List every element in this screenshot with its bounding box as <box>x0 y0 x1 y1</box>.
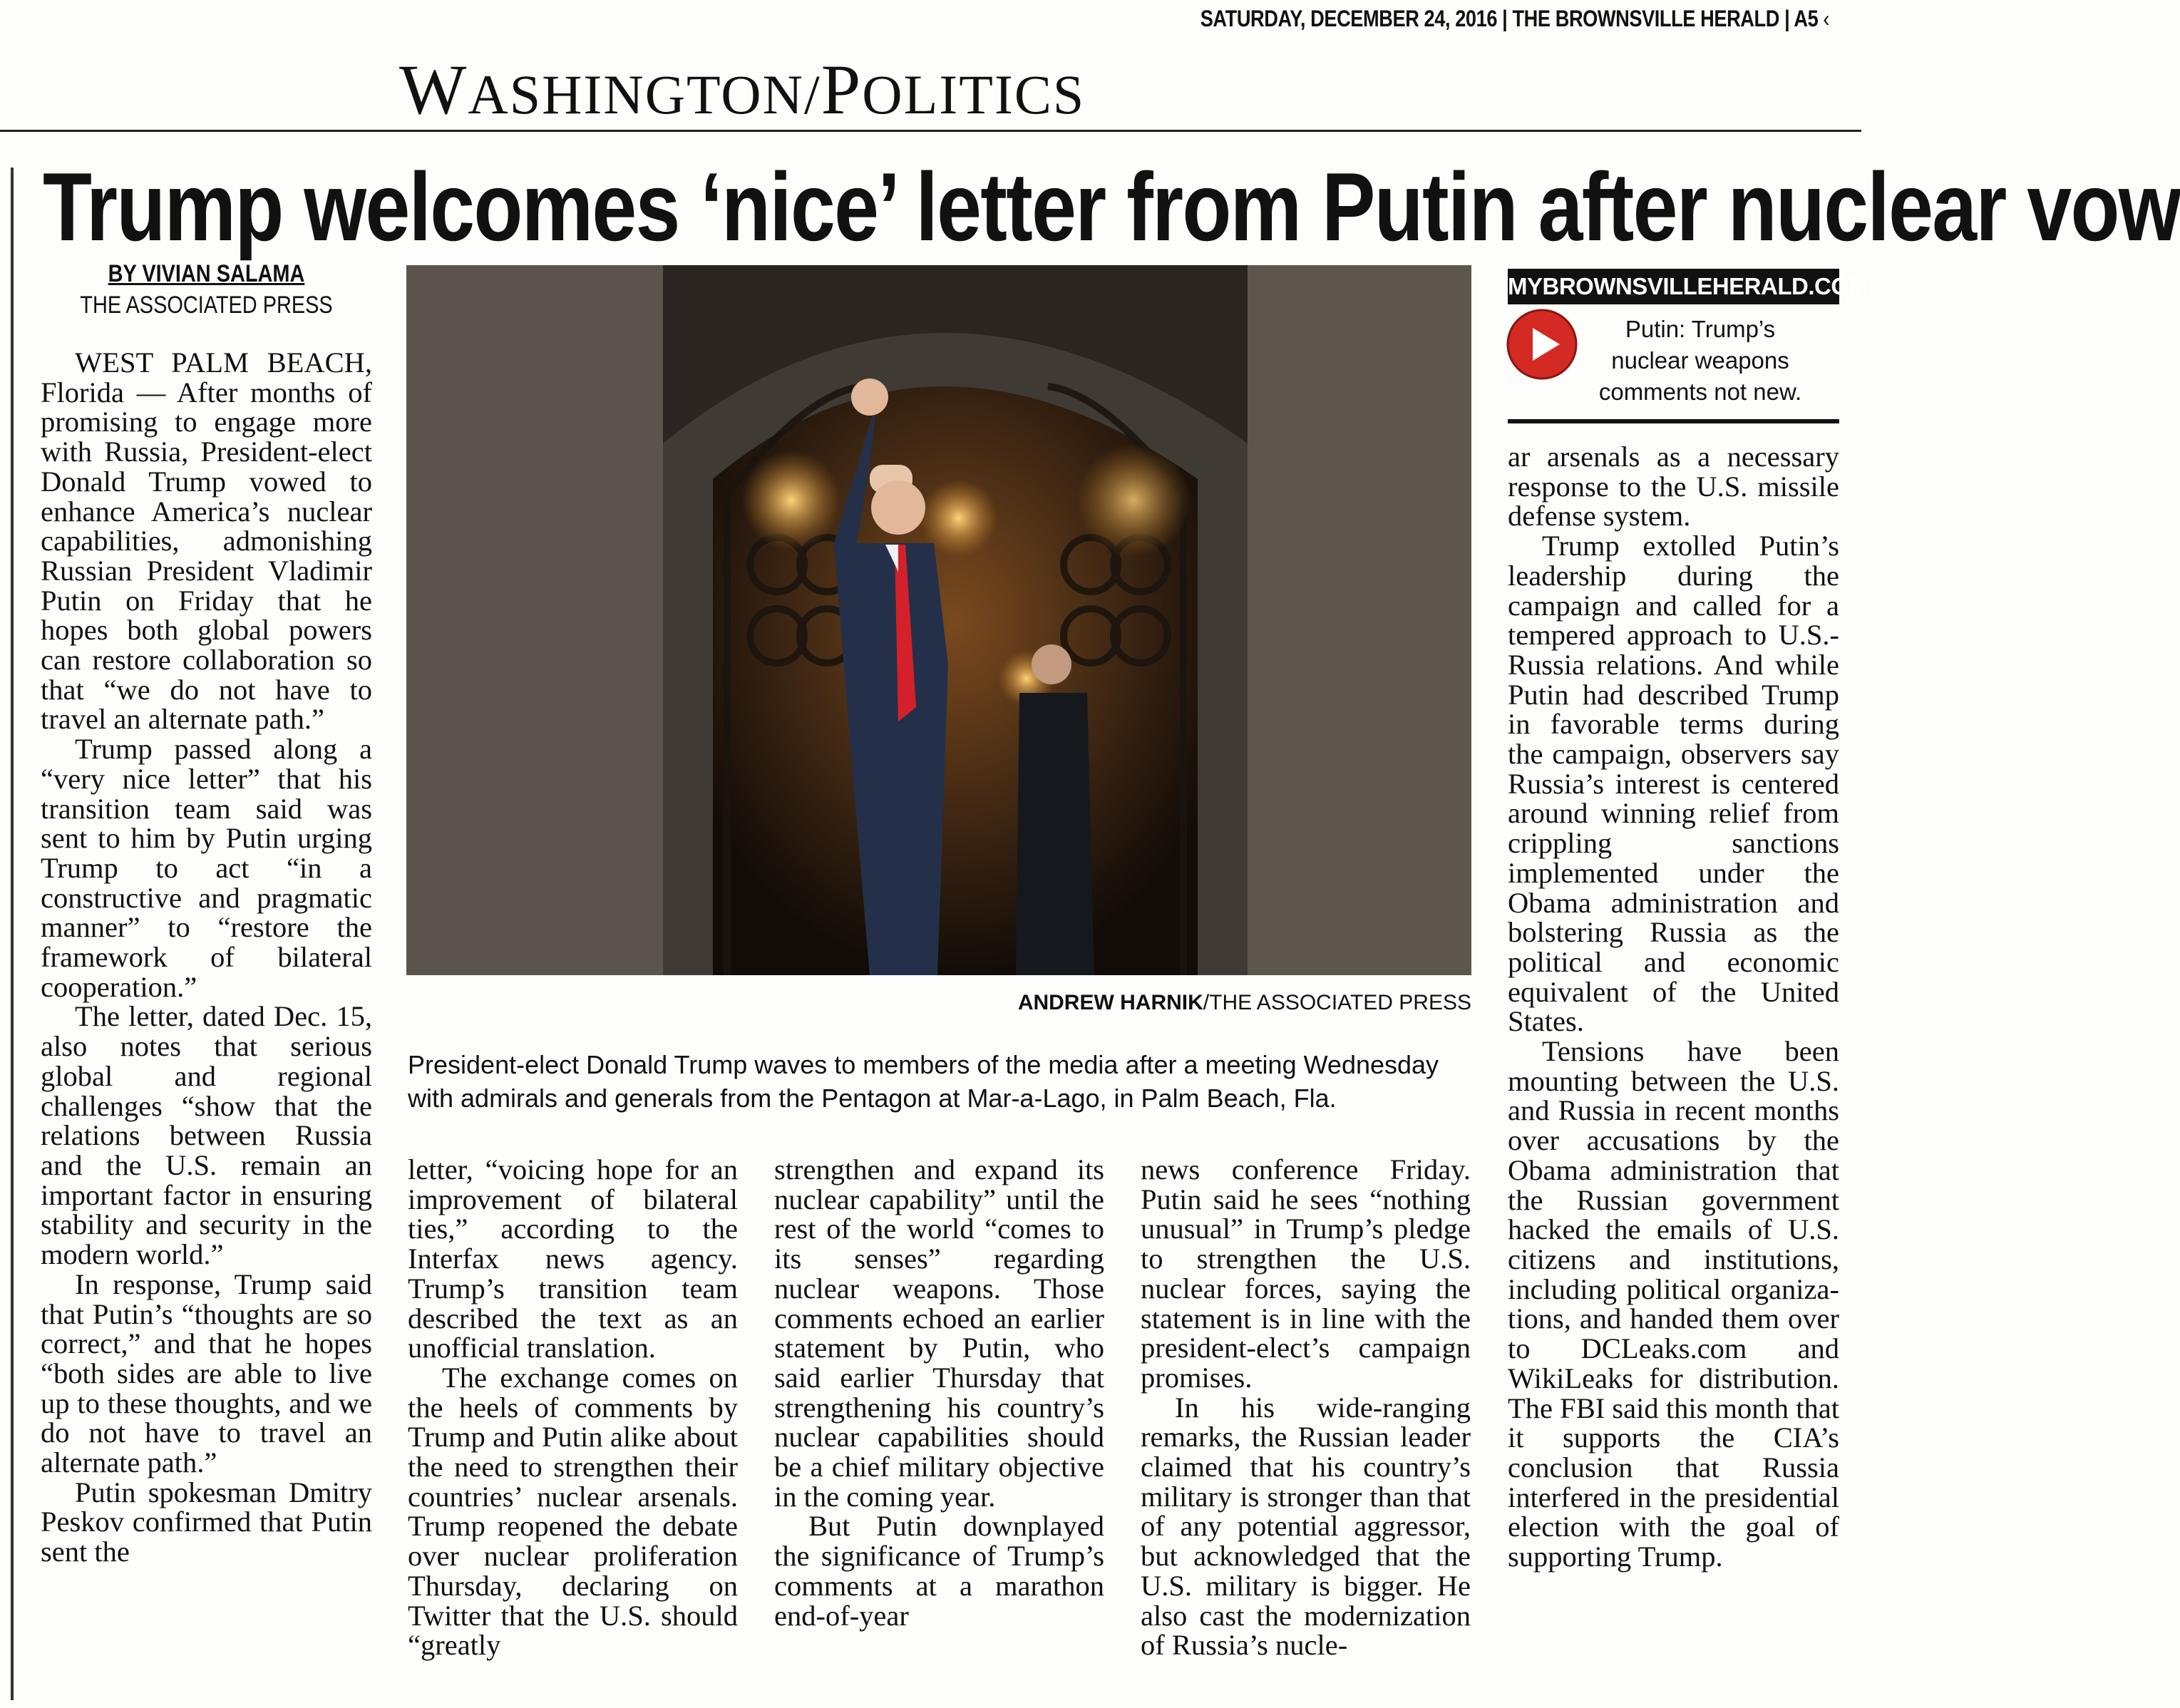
video-promo-title[interactable]: Putin: Trump’s nuclear weapons comments not new. <box>1598 316 1802 405</box>
paragraph: letter, “voicing hope for an improvement of bilateral ties,” according to the Interfax news agency. Trump’s transition team described the text as an unofficial translation. <box>408 1153 738 1364</box>
paragraph: strengthen and expand its nuclear capability” until the rest of the world “comes to its senses” regarding nuclear weapons. Those comments echoed an earlier statement by Putin, who said earlier Thursday that strengthening his country’s nuclear capabilities should be a chief military objective in the coming year. <box>774 1153 1104 1513</box>
photo-caption: President-elect Donald Trump waves to members of the media after a meeting Wednesday with admirals and generals from the Pentagon at Mar-a-Lago, in Palm Beach, Fla. <box>408 1050 1439 1113</box>
sidebar-rule <box>1508 419 1839 423</box>
byline <box>41 258 372 321</box>
paragraph: But Putin downplayed the significance of Trump’s comments at a marathon end-of-year <box>774 1510 1104 1632</box>
paragraph: Trump passed along a “very nice letter” that his transition team said was sent to him by Putin urging Trump to act “in a constructive and pragmatic manner” to “restore the framework of bilateral cooperation.” <box>41 733 372 1003</box>
paragraph: ar arsenals as a necessary response to the U.S. missile defense system. <box>1508 441 1839 533</box>
article-column-1 <box>41 348 372 1567</box>
section-rest1: ASHINGTON/ <box>468 63 821 125</box>
paragraph: Tensions have been mounting between the U.S. and Russia in recent months over accusations by the Obama administration that the Russian government hacked the emails of U.S. citizens and institutions, including political organizations, and handed them over to DCLeaks.com and WikiLeaks for distribution. The FBI said this month that it supports the CIA’s conclusion that Russia interfered in the presidential election with the goal of supporting Trump. <box>1508 1035 1839 1573</box>
section-title <box>399 48 1085 130</box>
news-photo <box>406 265 1471 975</box>
page-folio <box>1200 6 1829 32</box>
byline-author: BY VIVIAN SALAMA <box>108 260 305 287</box>
paragraph: Putin spokesman Dmitry Peskov confirmed that Putin sent the <box>41 1476 372 1568</box>
photo-credit-org: /THE ASSOCIATED PRESS <box>1203 991 1471 1014</box>
paragraph: WEST PALM BEACH, Florida — After months of promising to engage more with Russia, President-elect Donald Trump vowed to enhance America’s nuclear capabilities, admonishing Russian President Vladimir Putin on Friday that he hopes both global powers can restore collaboration so that “we do not have to travel an alternate path.” <box>41 346 372 736</box>
page-arrow-icon: ‹ <box>1823 6 1829 31</box>
photo-illustration <box>406 265 1471 975</box>
section-rest2: OLITICS <box>862 63 1086 125</box>
article-column-3 <box>774 1155 1104 1630</box>
section-cap2: P <box>821 50 863 129</box>
headline: Trump welcomes ‘nice’ letter from Putin after nuclear vow <box>43 153 2180 261</box>
folio-text: SATURDAY, DECEMBER 24, 2016 | THE BROWNSVILLE HERALD | A5 <box>1200 6 1819 31</box>
top-rule <box>0 130 1861 132</box>
website-link[interactable]: MYBROWNSVILLEHERALD.COM <box>1508 269 1839 304</box>
byline-org: THE ASSOCIATED PRESS <box>80 292 333 319</box>
paragraph: In response, Trump said that Putin’s “thoughts are so correct,” and that he hopes “both sides are able to live up to these thoughts, and we do not have to travel an alternate path.” <box>41 1267 372 1479</box>
article-column-4 <box>1141 1155 1471 1660</box>
photo-credit <box>406 991 1471 1015</box>
section-cap1: W <box>399 50 468 129</box>
photo-credit-name: ANDREW HARNIK <box>1017 991 1203 1014</box>
paragraph: The exchange comes on the heels of comments by Trump and Putin alike about the need to strengthen their countries’ nuclear arsenals. Trump reopened the debate over nuclear proliferation Thursday, declaring on Twitter that the U.S. should “greatly <box>408 1361 738 1662</box>
paragraph: In his wide-ranging remarks, the Russian leader claimed that his country’s military is stronger than that of any potential aggressor, but acknowledged that the U.S. military is bigger. He also cast the modernization of Russia’s nucle- <box>1141 1391 1471 1662</box>
left-border <box>11 168 14 1700</box>
article-column-2 <box>408 1155 738 1660</box>
paragraph: The letter, dated Dec. 15, also notes that serious global and regional challenges “show that the relations between Russia and the U.S. remain an important factor in ensuring stability and security in the modern world.” <box>41 1000 372 1271</box>
article-column-5 <box>1508 442 1839 1572</box>
paragraph: news conference Friday. Putin said he sees “nothing unusual” in Trump’s pledge to strengthen the U.S. nuclear forces, saying the statement is in line with the president-elect’s campaign promises. <box>1141 1153 1471 1394</box>
paragraph: Trump extolled Putin’s leadership during the campaign and called for a tempered approach to U.S.-Russia relations. And while Putin had described Trump in favorable terms during the campaign, observers say Russia’s interest is centered around winning relief from crippling sanctions implemented under the Obama administration and bolstering Russia as the political and economic equivalent of the United States. <box>1508 530 1839 1038</box>
play-icon[interactable] <box>1506 308 1578 381</box>
